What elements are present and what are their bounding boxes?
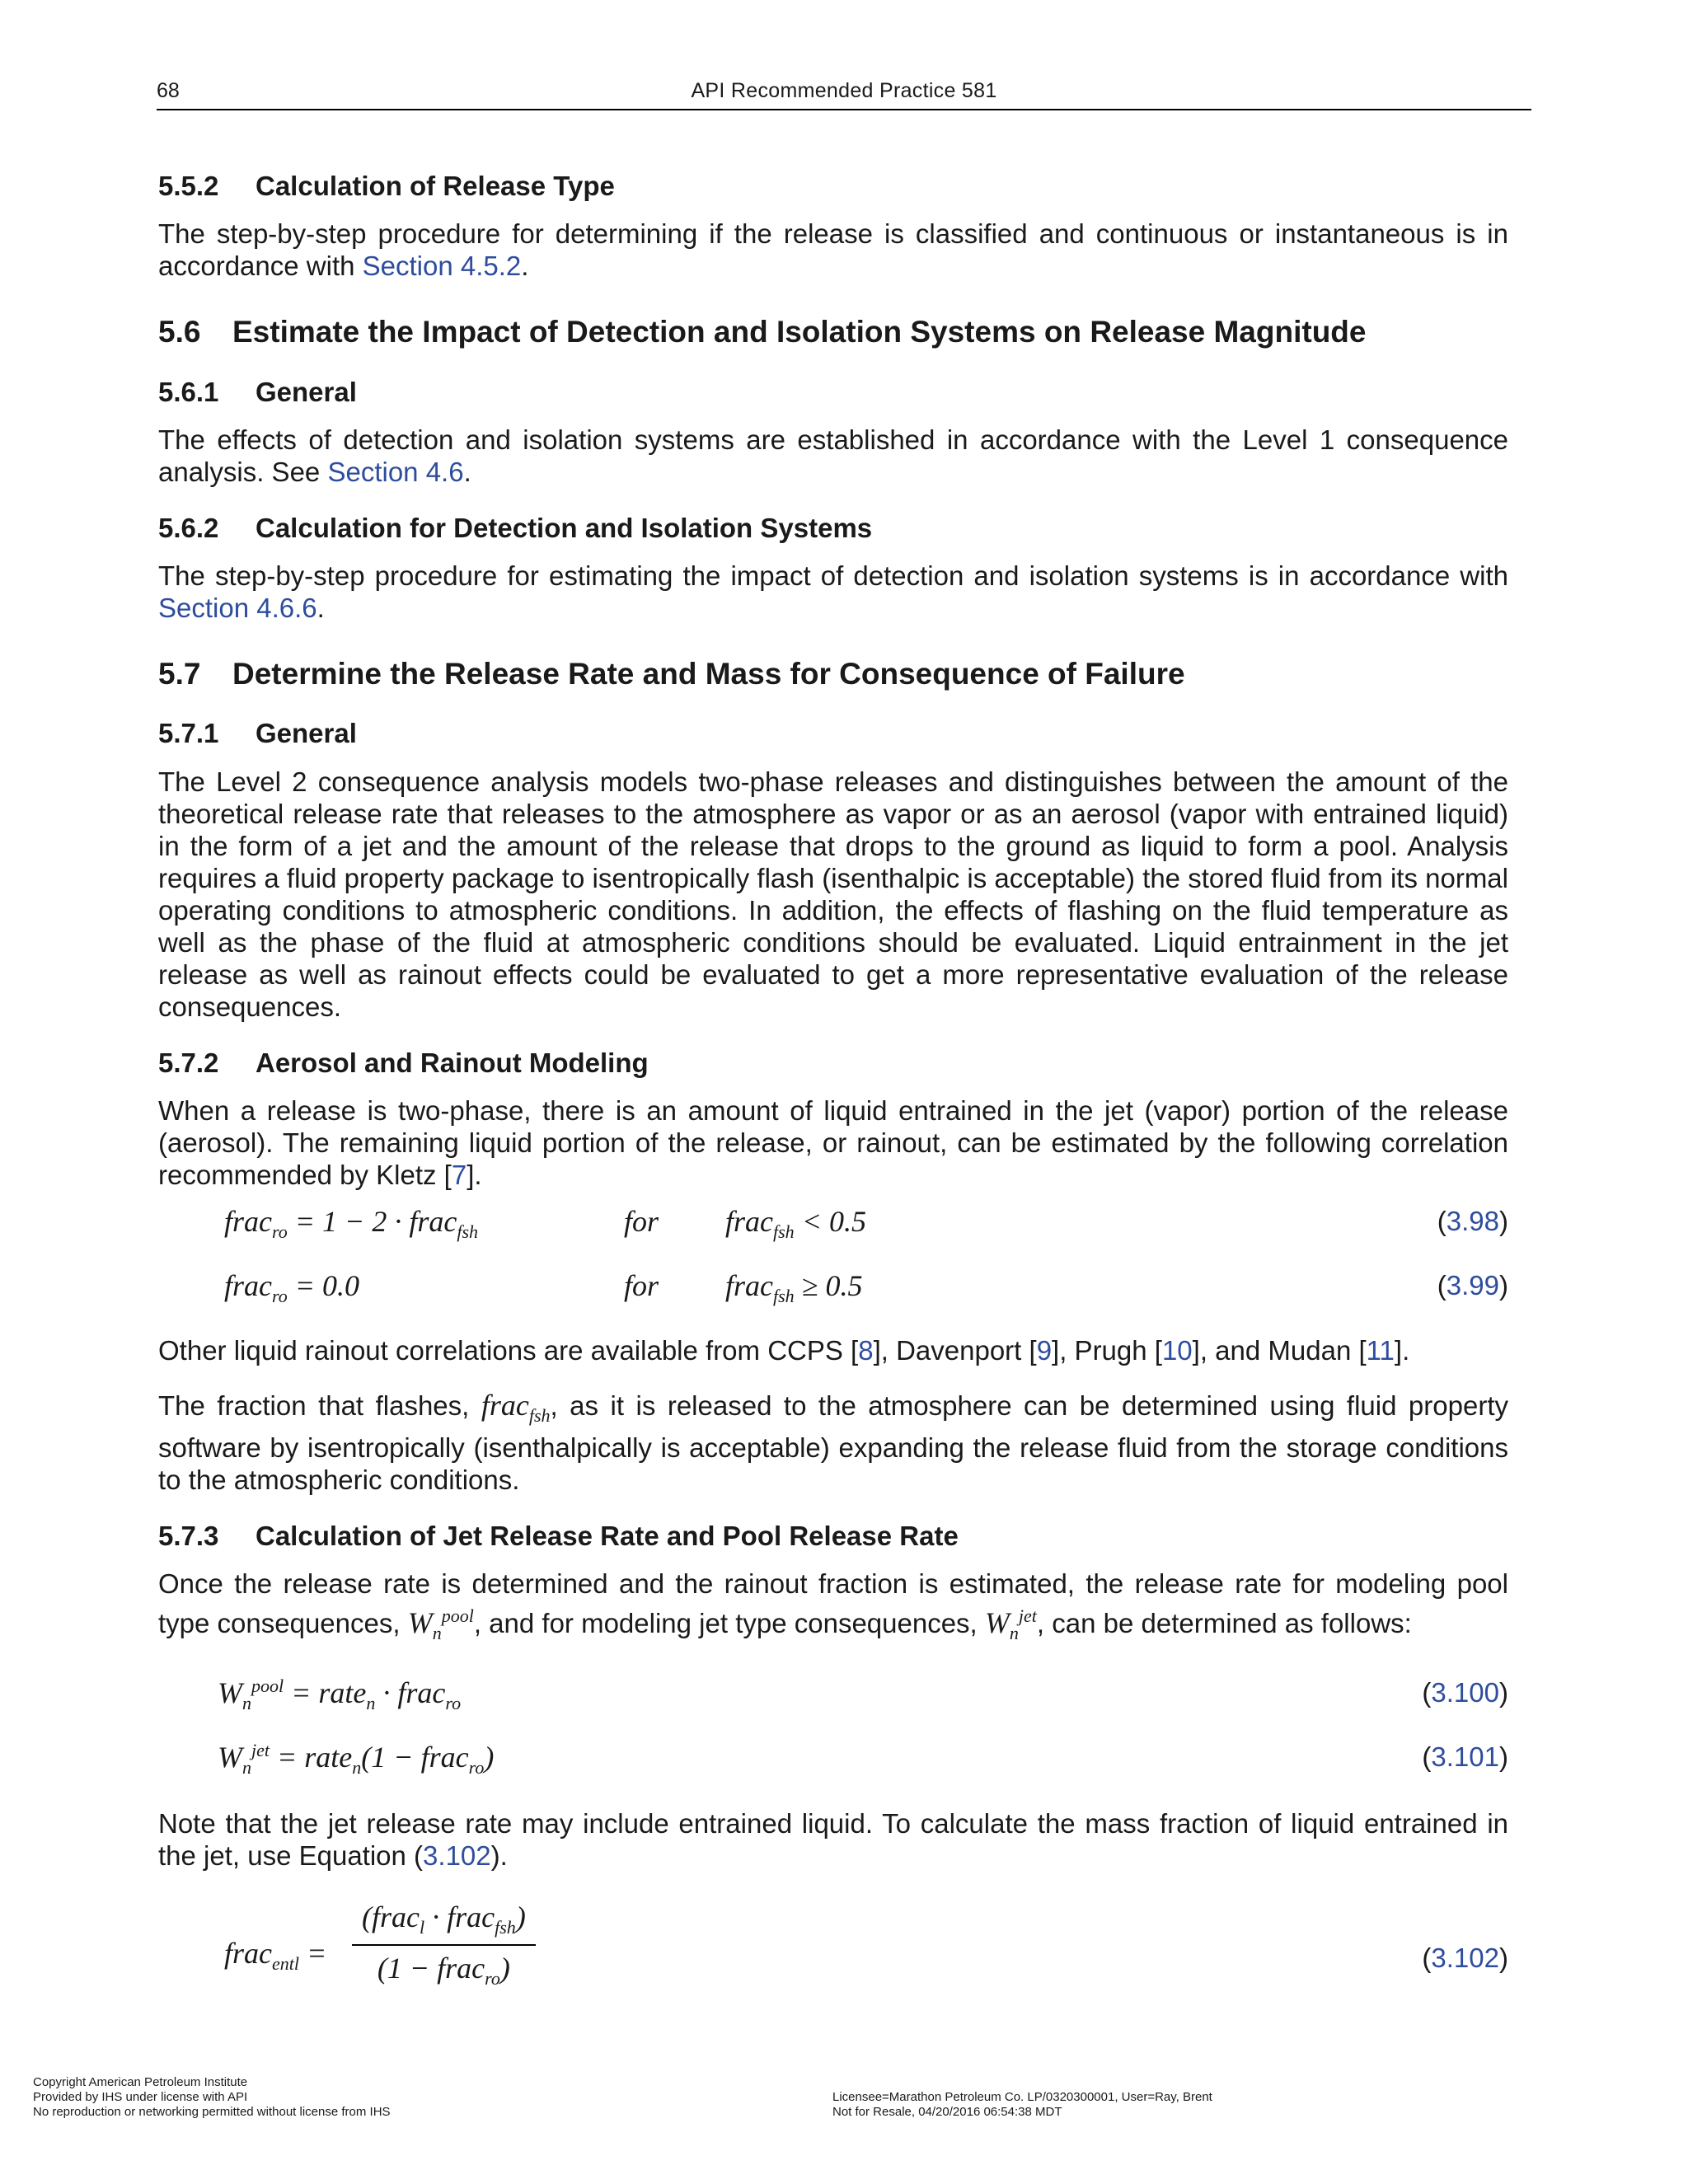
footer-line: Copyright American Petroleum Institute [33, 2075, 248, 2089]
equation-ref-link[interactable]: 3.102 [423, 1840, 491, 1872]
subscript: ro [485, 1967, 500, 1989]
var-frac: frac [725, 1204, 773, 1238]
footer-line: Provided by IHS under license with API [33, 2090, 248, 2104]
var-frac: frac [409, 1204, 457, 1238]
section-5-7-2-paragraph [158, 1094, 1508, 1191]
section-number: 5.6 [158, 315, 201, 349]
subscript: n [352, 1757, 362, 1779]
var-frac: frac [372, 1900, 420, 1934]
equation-number-link[interactable]: 3.101 [1431, 1741, 1499, 1773]
footer-line: No reproduction or networking permitted without license from IHS [33, 2105, 391, 2119]
paragraph-text: Other liquid rainout correlations are available from CCPS [ [158, 1334, 859, 1366]
section-title: Determine the Release Rate and Mass for Consequence of Failure [232, 657, 1185, 691]
equation-operator: · [432, 1900, 440, 1934]
equation-number: (3.98) [1437, 1205, 1508, 1236]
equation-number: (3.102) [1422, 1943, 1508, 1974]
equation-term: = rate [277, 1741, 353, 1774]
footer-right [832, 2090, 1212, 2120]
superscript: jet [1018, 1605, 1037, 1627]
paragraph-text: ], and Mudan [ [1192, 1334, 1367, 1366]
subscript: fsh [528, 1404, 551, 1426]
subscript: entl [272, 1953, 299, 1975]
equation-3-98 [158, 1191, 1508, 1255]
page-body [158, 169, 1508, 2018]
paragraph-end: . [521, 251, 529, 282]
footer-line: Not for Resale, 04/20/2016 06:54:38 MDT [832, 2105, 1062, 2119]
equation-paren: ( [362, 1900, 372, 1934]
equation-paren: (1 − [377, 1951, 430, 1985]
subscript: n [242, 1693, 251, 1714]
equation-number-link[interactable]: 3.102 [1431, 1943, 1499, 1974]
var-w: W [407, 1606, 433, 1640]
equation-lhs [218, 1675, 461, 1714]
section-5-7-heading [158, 655, 1508, 693]
section-5-6-1-heading [158, 375, 1508, 409]
section-5-6-1-paragraph [158, 424, 1508, 488]
equation-number-link[interactable]: 3.98 [1446, 1205, 1499, 1236]
var-frac: frac [420, 1741, 469, 1774]
var-w: W [218, 1741, 242, 1774]
section-number: 5.7.1 [158, 718, 219, 749]
var-frac: frac [397, 1676, 446, 1710]
subscript: fsh [495, 1917, 516, 1938]
subscript: ro [445, 1693, 462, 1714]
superscript: pool [251, 1675, 284, 1697]
section-5-7-3-heading [158, 1519, 1508, 1553]
section-title: General [256, 376, 357, 407]
paragraph-text: ], Prugh [ [1052, 1334, 1162, 1366]
running-title: API Recommended Practice 581 [691, 79, 997, 102]
paragraph-text: , as it is released to the atmosphere can be determined using fluid property software by isentropically (isenthalpically is acceptable) expanding the release fluid from the storage conditions to the atmospheric conditions. [158, 1390, 1508, 1495]
subscript: fsh [773, 1285, 795, 1306]
entrained-note-paragraph [158, 1807, 1508, 1872]
var-frac: frac [224, 1268, 272, 1302]
section-link[interactable]: Section 4.6 [327, 456, 464, 487]
equation-number: (3.99) [1437, 1269, 1508, 1301]
equation-operator: (1 − [361, 1741, 414, 1774]
subscript: ro [468, 1757, 485, 1779]
section-5-6-2-heading [158, 511, 1508, 545]
paragraph-text: , and for modeling jet type consequences, [473, 1608, 978, 1639]
section-title: General [256, 718, 357, 749]
page-number: 68 [157, 79, 180, 102]
fraction-stack [352, 1895, 536, 1994]
section-number: 5.5.2 [158, 171, 219, 201]
section-5-7-1-paragraph: The Level 2 consequence analysis models two-phase releases and distinguishes between the amount of the theoretical release rate that releases to the atmosphere as vapor or as an aerosol (vapor with entrained liquid) in the form of a jet and the amount of the release that drops to the ground as liquid to form a pool. Analysis requires a fluid property package to isentropically flash (isenthalpic is acceptable) the stored fluid from its normal operating conditions to atmospheric conditions. In addition, the effects of flashing on the fluid temperature as well as the phase of the fluid at atmospheric conditions should be evaluated. Liquid entrainment in the jet release as well as rainout effects could be evaluated to get a more representative evaluation of the release consequences. [158, 766, 1508, 1022]
fraction-denominator [352, 1946, 536, 1994]
equation-for: for [624, 1268, 659, 1302]
equation-number-link[interactable]: 3.99 [1446, 1269, 1499, 1301]
paragraph-end: . [316, 593, 325, 623]
equation-lhs [224, 1268, 359, 1307]
equation-3-99 [158, 1255, 1508, 1319]
var-frac: frac [481, 1388, 529, 1422]
subscript: n [432, 1623, 442, 1644]
equation-paren: ) [484, 1741, 495, 1774]
reference-link[interactable]: 10 [1161, 1334, 1193, 1366]
equation-operator: = 1 − 2 · [294, 1204, 402, 1238]
equation-lhs [224, 1936, 326, 1975]
subscript: ro [272, 1285, 288, 1306]
equation-operator: = [307, 1937, 327, 1971]
paragraph-text: The step-by-step procedure for determining if the release is classified and continuous or instantaneous is in accordance with [158, 218, 1508, 282]
equation-3-101 [158, 1728, 1508, 1793]
var-frac: frac [224, 1937, 272, 1971]
subscript: fsh [773, 1221, 795, 1242]
inline-math [984, 1605, 1037, 1644]
section-title: Aerosol and Rainout Modeling [256, 1047, 649, 1078]
section-number: 5.7.2 [158, 1047, 219, 1078]
section-5-5-2-paragraph [158, 218, 1508, 282]
section-number: 5.7 [158, 657, 201, 691]
section-title: Estimate the Impact of Detection and Isolation Systems on Release Magnitude [232, 315, 1367, 349]
reference-link[interactable]: 9 [1036, 1334, 1053, 1366]
subscript: n [1009, 1623, 1019, 1644]
footer-left [33, 2075, 391, 2120]
equation-condition [725, 1204, 866, 1243]
var-frac: frac [725, 1268, 773, 1302]
var-frac: frac [447, 1900, 495, 1934]
paragraph-text: The effects of detection and isolation systems are established in accordance with the Level 1 consequence analysis. See [158, 424, 1508, 487]
var-frac: frac [437, 1951, 485, 1985]
section-5-7-1-heading [158, 716, 1508, 750]
section-5-7-3-paragraph [158, 1568, 1508, 1649]
equation-lhs [224, 1204, 478, 1243]
subscript: l [420, 1917, 425, 1938]
equation-for: for [624, 1204, 659, 1238]
equation-paren: ) [515, 1900, 526, 1934]
section-5-6-heading [158, 313, 1508, 351]
page-header [157, 76, 1531, 110]
equation-number-link[interactable]: 3.100 [1431, 1677, 1499, 1708]
equation-condition [725, 1268, 862, 1307]
equation-lhs [218, 1740, 494, 1779]
equation-3-100 [158, 1664, 1508, 1728]
var-w: W [984, 1606, 1010, 1640]
paragraph-end: ). [490, 1840, 508, 1872]
subscript: n [242, 1757, 251, 1779]
section-title: Calculation for Detection and Isolation Systems [256, 512, 873, 543]
equation-paren: ) [499, 1951, 510, 1985]
section-number: 5.6.1 [158, 376, 219, 407]
paragraph-end: . [463, 456, 471, 487]
subscript: ro [272, 1221, 288, 1242]
section-5-7-2-heading [158, 1046, 1508, 1080]
subscript: fsh [457, 1221, 479, 1242]
superscript: pool [441, 1605, 474, 1627]
section-number: 5.7.3 [158, 1520, 219, 1551]
reference-link[interactable]: 7 [451, 1159, 467, 1190]
paragraph-text: ]. [1394, 1334, 1410, 1366]
subscript: n [366, 1693, 376, 1714]
section-title: Calculation of Release Type [256, 171, 615, 201]
paragraph-text: , can be determined as follows: [1036, 1608, 1412, 1639]
equation-term: = rate [291, 1676, 367, 1710]
equation-operator: = 0.0 [294, 1268, 360, 1302]
equation-number: (3.101) [1422, 1741, 1508, 1773]
fraction-numerator [352, 1895, 536, 1945]
section-5-6-2-paragraph [158, 560, 1508, 624]
superscript: jet [251, 1740, 270, 1761]
paragraph-text: The fraction that flashes, [158, 1390, 470, 1421]
inline-math [407, 1605, 474, 1644]
paragraph-text: When a release is two-phase, there is an amount of liquid entrained in the jet (vapor) portion of the release (aerosol). The remaining liquid portion of the release, or rainout, can be estimated by the following correlation recommended by Kletz [ [158, 1094, 1508, 1190]
paragraph-text: ], Davenport [ [873, 1334, 1037, 1366]
flash-fraction-paragraph [158, 1390, 1508, 1496]
condition-operator: ≥ 0.5 [801, 1268, 863, 1302]
paragraph-end: ]. [467, 1159, 482, 1190]
reference-link[interactable]: 11 [1366, 1334, 1395, 1366]
paragraph-text: Note that the jet release rate may include entrained liquid. To calculate the mass fraction of liquid entrained in the jet, use Equation ( [158, 1808, 1508, 1872]
paragraph-text: The step-by-step procedure for estimating the impact of detection and isolation systems is in accordance with [158, 560, 1508, 591]
other-correlations-paragraph [158, 1334, 1508, 1366]
condition-operator: < 0.5 [801, 1204, 866, 1238]
footer-line: Licensee=Marathon Petroleum Co. LP/0320300001, User=Ray, Brent [832, 2090, 1212, 2104]
section-number: 5.6.2 [158, 512, 219, 543]
section-5-5-2-heading [158, 169, 1508, 203]
reference-link[interactable]: 8 [858, 1334, 874, 1366]
var-w: W [218, 1676, 242, 1710]
inline-math [481, 1388, 551, 1426]
equation-3-102 [158, 1895, 1508, 2018]
paragraph-text: Once the release rate is determined and the rainout fraction is estimated, the release rate for modeling pool type consequences, [158, 1568, 1508, 1639]
var-frac: frac [224, 1204, 272, 1238]
equation-operator: · [382, 1676, 391, 1710]
section-link[interactable]: Section 4.5.2 [362, 251, 522, 282]
section-link[interactable]: Section 4.6.6 [158, 593, 317, 623]
equation-number: (3.100) [1422, 1677, 1508, 1708]
section-title: Calculation of Jet Release Rate and Pool Release Rate [256, 1520, 959, 1551]
